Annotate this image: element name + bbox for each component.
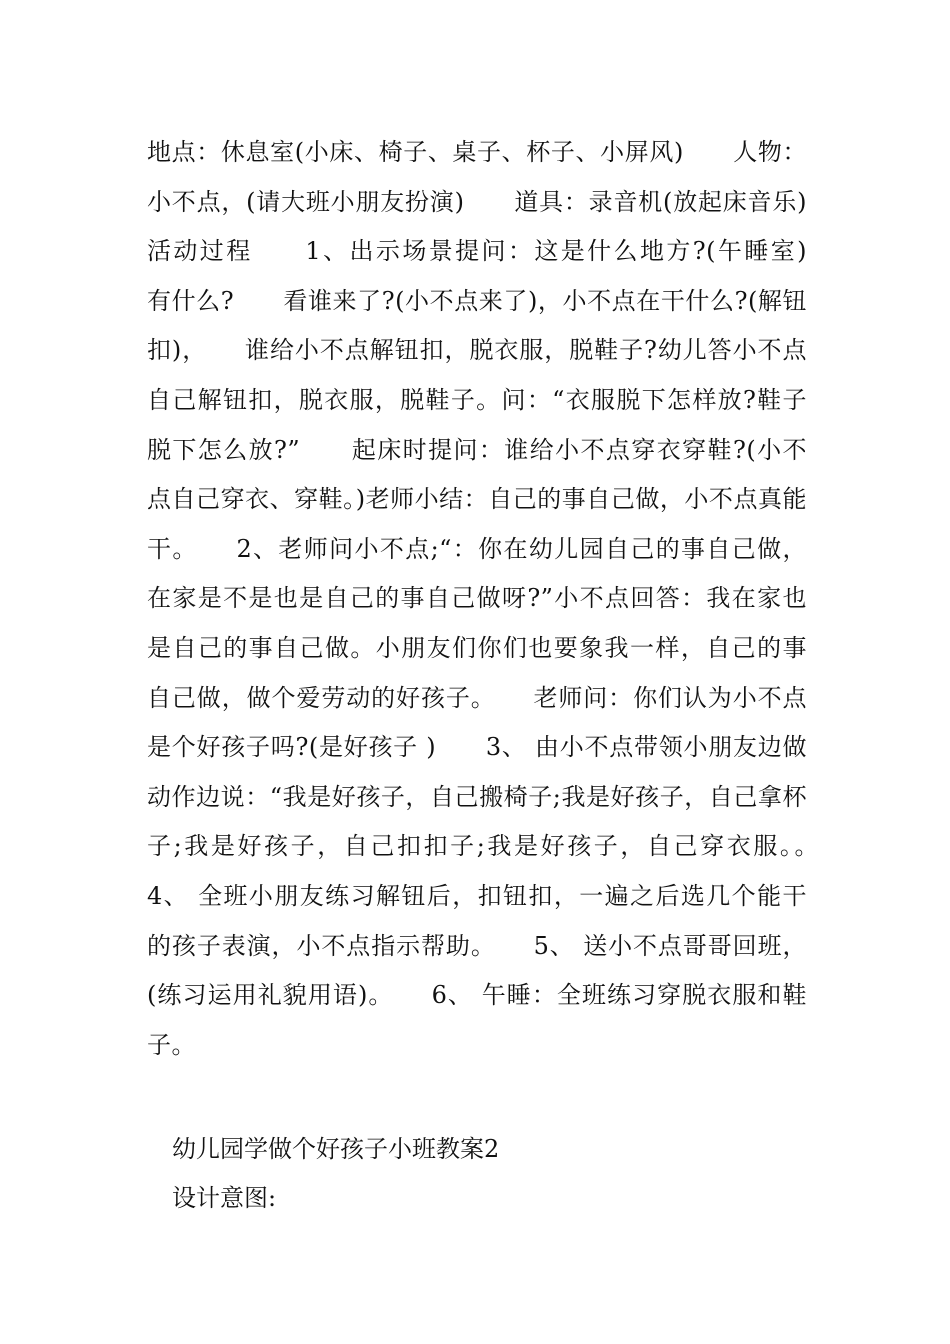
design-intent-heading: 设计意图: — [172, 1184, 277, 1212]
body-paragraph: 地点：休息室(小床、椅子、桌子、杯子、小屏风) 人物：小不点，(请大班小朋友扮演) 道具：录音机(放起床音乐) 活动过程 1、出示场景提问：这是什么地方?(午睡室) 有什么? 看谁来了?(小不点来了)，小不点在干什么?(解钮扣)， 谁给小不点解钮扣，脱衣服，脱鞋子?幼儿答小不点自己解钮扣，脱衣服，脱鞋子。问：“衣服脱下怎样放?鞋子脱下怎么放?” 起床时提问：谁给小不点穿衣穿鞋?(小不点自己穿衣、穿鞋。)老师小结：自己的事自己做，小不点真能干。 2、老师问小不点;“：你在幼儿园自己的事自己做，在家是不是也是自己的事自己做呀?”小不点回答：我在家也是自己的事自己做。小朋友们你们也要象我一样，自己的事自己做，做个爱劳动的好孩子。 老师问：你们认为小不点是个好孩子吗?(是好孩子 ) 3、 由小不点带领小朋友边做动作边说：“我是好孩子，自己搬椅子;我是好孩子，自己拿杯子;我是好孩子，自己扣扣子;我是好孩子，自己穿衣服。。 4、 全班小朋友练习解钮后，扣钮扣，一遍之后选几个能干的孩子表演，小不点指示帮助。 5、 送小不点哥哥回班，(练习运用礼貌用语)。 6、 午睡：全班练习穿脱衣服和鞋子。 — [147, 138, 856, 1059]
section-title: 幼儿园学做个好孩子小班教案2 — [172, 1135, 500, 1163]
